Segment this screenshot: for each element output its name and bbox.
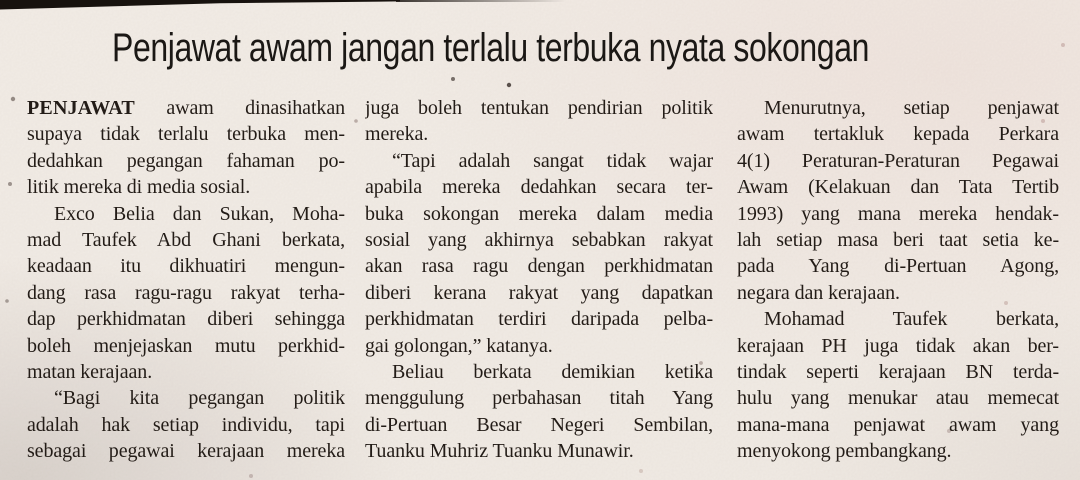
text-line: PENJAWAT awam dinasihatkan — [27, 97, 345, 119]
text-line: diberi kerana rakyat yang dapatkan — [365, 281, 713, 304]
text-line: adalah hak setiap individu, tapi — [27, 413, 345, 436]
text-line: kerajaan PH juga tidak akan ber- — [737, 334, 1059, 357]
text-line: 1993) yang mana mereka hendak- — [737, 202, 1059, 225]
lead-word: PENJAWAT — [27, 97, 135, 119]
text-line: mad Taufek Abd Ghani berkata, — [27, 228, 345, 251]
text-line: 4(1) Peraturan-Peraturan Pegawai — [737, 149, 1059, 172]
text-line: Awam (Kelakuan dan Tata Tertib — [737, 176, 1059, 199]
scan-tear-trail — [396, 0, 566, 2]
text-line: negara dan kerajaan. — [737, 281, 900, 304]
text-line: mereka. — [365, 123, 429, 146]
headline-container — [112, 22, 1058, 78]
text-line: “Tapi adalah sangat tidak wajar — [392, 149, 713, 172]
article-headline: Penjawat awam jangan terlalu terbuka nyata sokongan — [112, 26, 869, 70]
text-line: Menurutnya, setiap penjawat — [764, 97, 1059, 119]
text-line: akan rasa ragu dengan perkhidmatan — [365, 255, 713, 278]
text-line: litik mereka di media sosial. — [27, 176, 251, 199]
text-line: di-Pertuan Besar Negeri Sembilan, — [365, 413, 713, 436]
article-column-3 — [737, 95, 1059, 464]
text-line: pada Yang di-Pertuan Agong, — [737, 255, 1059, 278]
text-line: apabila mereka dedahkan secara ter- — [365, 176, 713, 199]
text-line: Beliau berkata demikian ketika — [392, 360, 713, 383]
text-line: lah setiap masa beri taat setia ke- — [737, 228, 1059, 251]
text-line: supaya tidak terlalu terbuka men- — [27, 123, 345, 146]
text-line: keadaan itu dikhuatiri mengun- — [27, 255, 345, 278]
text-line: “Bagi kita pegangan politik — [54, 387, 345, 410]
text-line: awam tertakluk kepada Perkara — [737, 123, 1059, 146]
text-line: menggulung perbahasan titah Yang — [365, 387, 713, 410]
text-line: Tuanku Muhriz Tuanku Munawir. — [365, 440, 634, 463]
text-line: sosial yang akhirnya sebabkan rakyat — [365, 228, 713, 251]
scan-tear-mark — [0, 0, 400, 10]
text-line: tindak seperti kerajaan BN terda- — [737, 360, 1059, 383]
text-line: boleh menjejaskan mutu perkhid- — [27, 334, 345, 357]
text-line: Exco Belia dan Sukan, Moha- — [54, 202, 345, 225]
ink-specks — [0, 0, 2, 2]
text-line: hulu yang menukar atau memecat — [737, 387, 1059, 410]
text-line: menyokong pembangkang. — [737, 440, 952, 463]
text-line: perkhidmatan terdiri daripada pelba- — [365, 308, 713, 331]
text-line: buka sokongan mereka dalam media — [365, 202, 713, 225]
text-line: mana-mana penjawat awam yang — [737, 413, 1059, 436]
text-line: gai golongan,” katanya. — [365, 334, 553, 357]
article-column-1 — [27, 95, 345, 464]
text-line: sebagai pegawai kerajaan mereka — [27, 440, 345, 463]
text-line: matan kerajaan. — [27, 360, 153, 383]
text-line: dedahkan pegangan fahaman po- — [27, 149, 345, 172]
text-line: juga boleh tentukan pendirian politik — [365, 97, 713, 119]
article-column-2 — [365, 95, 713, 464]
text-line: dang rasa ragu-ragu rakyat terha- — [27, 281, 345, 304]
text-line: dap perkhidmatan diberi sehingga — [27, 308, 345, 331]
text-line: Mohamad Taufek berkata, — [764, 308, 1059, 331]
